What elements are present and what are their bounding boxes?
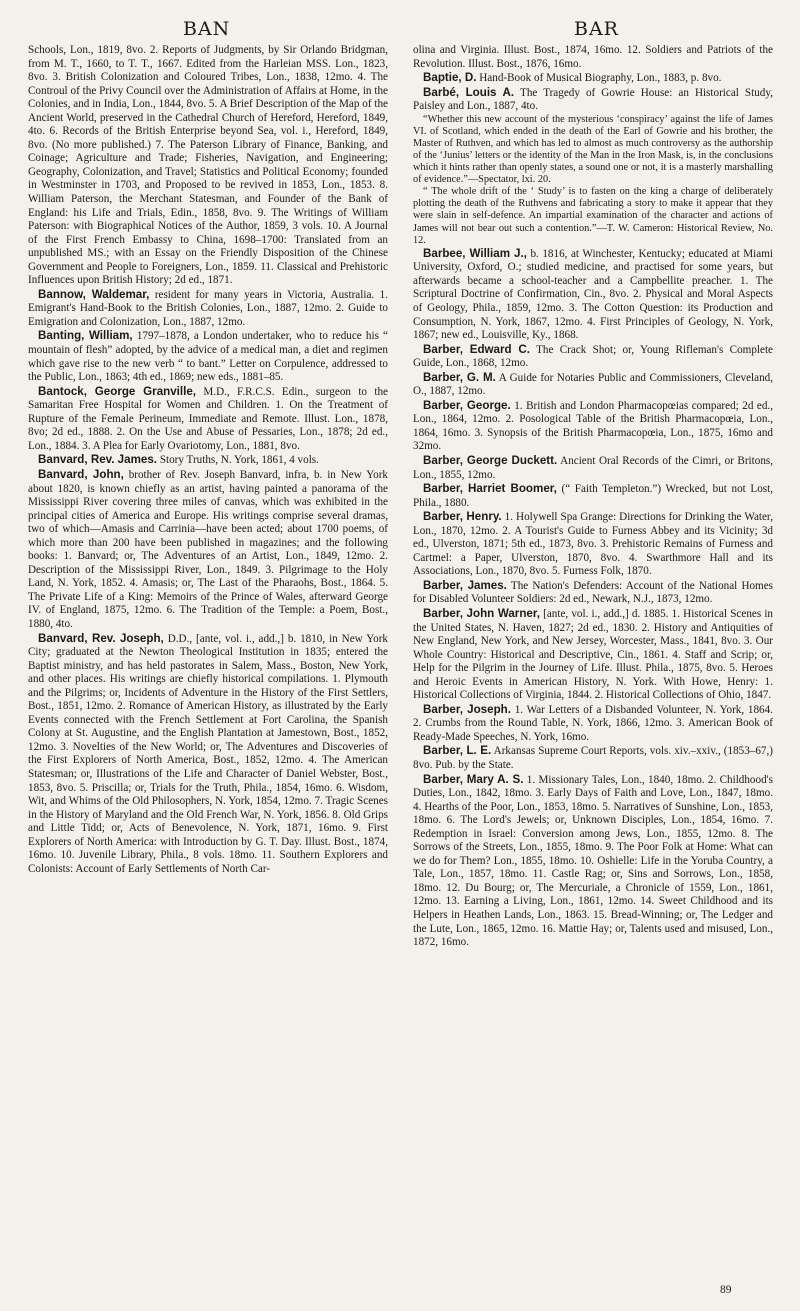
entry-headword: Barber, James.	[423, 578, 507, 592]
entry-headword: Barber, Harriet Boomer,	[423, 482, 557, 496]
review-quote	[413, 186, 773, 246]
dictionary-entry	[28, 453, 388, 468]
page-number: 89	[720, 1284, 732, 1296]
dictionary-entry	[28, 329, 388, 384]
entry-headword: Banvard, Rev. James.	[38, 453, 158, 467]
entry-headword: Bantock, George Granville,	[38, 384, 196, 398]
dictionary-entry	[28, 288, 388, 330]
dictionary-entry	[28, 632, 388, 877]
entry-text: [ante, vol. i., add.,] d. 1885. 1. Historical Scenes in the United States, N. Haven, 1827; 2d ed., 1830. 2. History and Antiquities of New England, New York, and New Jersey, Worcester, Mass., 1841, 8vo. 3. Our Whole Country: Historical and Descriptive, Cin., 1861. 4. Staff and Scrip; or, Help for the Pilgrim in the Journey of Life. Illust. Phila., 1875, 8vo. 5. Heroes and Heroic Events in American History, N. York. With Howe, Henry: 1. Historical Collections of Virginia, 1844. 2. Historical Collections of Ohio, 1847.	[413, 607, 774, 702]
dictionary-entry	[413, 71, 773, 86]
entry-text: A Guide for Notaries Public and Commissioners, Cleveland, O., 1887, 12mo.	[413, 371, 773, 398]
dictionary-entry	[413, 371, 773, 399]
entry-headword: Banting, William,	[38, 329, 133, 343]
entry-headword: Barber, Mary A. S.	[423, 772, 524, 786]
dictionary-entry	[413, 579, 773, 607]
entry-headword: Bannow, Waldemar,	[38, 287, 150, 301]
entry-text: 1. Missionary Tales, Lon., 1840, 18mo. 2. Childhood's Duties, Lon., 1842, 18mo. 3. Early Days of Faith and Love, Lon., 1847, 18mo. 4. Hearths of the Poor, Lon., 1853, 18mo. 5. Narratives of Sunshine, Lon., 1853, 18mo. 6. The Lord's Jewels; or, Unknown Disciples, Lon., 1854, 16mo. 7. Redemption in Israel: Conversion among Jews, Lon., 1855, 12mo. 8. The Sorrows of the Streets, Lon., 1855, 18mo. 9. The Poor Folk at Home: What can we do for Them? Lon., 1855, 18mo. 10. Oshielle: Life in the Yoruba Country, a Tale, Lon., 1857, 18mo. 11. Castle Rag; or, Sins and Sorrows, Lon., 1858, 18mo. 12. Du Bourg; or, The Mercuriale, a Chronicle of 1559, Lon., 1861, 12mo. 13. Earning a Living, Lon., 1861, 12mo. 14. Sweet Childhood and its Helpers in Heathen Lands, Lon., 1863. 15. Bread-Winning; or, The Ledger and the Lute, Lon., 1865, 12mo. 16. Mattie Hay; or, Talents used and misused, Lon., 1872, 16mo.	[413, 773, 773, 949]
right-column	[413, 44, 773, 950]
entry-headword: Barber, Joseph.	[423, 702, 511, 716]
entry-text: Story Truths, N. York, 1861, 4 vols.	[159, 454, 319, 467]
entry-headword: Barber, Edward C.	[423, 342, 530, 356]
dictionary-entry	[413, 607, 773, 703]
entry-text: resident for many years in Victoria, Australia. 1. Emigrant's Hand-Book to the British Colonies, Lon., 1887, 12mo. 2. Guide to Emigration and Colonization, Lon., 1887, 12mo.	[28, 288, 388, 328]
entry-headword: Barber, John Warner,	[423, 606, 540, 620]
entry-text: The Nation's Defenders: Account of the National Homes for Disabled Volunteer Soldiers: 2d ed., Newark, N.J., 1873, 12mo.	[413, 579, 774, 606]
entry-headword: Barber, G. M.	[423, 370, 496, 384]
entry-text: 1797–1878, a London undertaker, who to reduce his “ mountain of flesh” adopted, by the advice of a medical man, a diet and regimen which gave rise to the new verb “ to bant.” Letter on Corpulence, addressed to the Public, Lon., 1863; 4th ed., 1869; new eds., 1881–85.	[28, 330, 388, 384]
entry-text: M.D., F.R.C.S. Edin., surgeon to the Samaritan Free Hospital for Women and Children. 1. On the Treatment of Rupture of the Female Perineum, Immediate and Remote. Illust. Lon., 1878, 8vo; 2d ed., 1888. 2. On the Use and Abuse of Pessaries, Lon., 1878; 2d ed., Lon., 1884. 3. A Plea for Early Ovariotomy, Lon., 1881, 8vo.	[28, 385, 388, 452]
entry-headword: Barber, Henry.	[423, 510, 502, 524]
entry-headword: Banvard, Rev. Joseph,	[38, 631, 164, 645]
entry-text: 1. British and London Pharmacopœias compared; 2d ed., Lon., 1864, 12mo. 2. Posological Table of the British Pharmacopœia, Lon., 1864, 16mo. 3. Synopsis of the British Pharmacopœia, Lon., 1875, 16mo and 32mo.	[413, 399, 773, 453]
entry-continuation	[28, 44, 388, 288]
entry-text: “ The whole drift of the ‘ Study’ is to fasten on the king a charge of deliberately plotting the death of the Ruthvens and fabricating a story to make it appear that they were slain in self-defence. An impartial examination of the character and actions of James will not bear out such a contention.”—T. W. Cameron: Historical Review, No. 12.	[413, 186, 773, 246]
dictionary-entry	[28, 385, 388, 454]
entry-text: Hand-Book of Musical Biography, Lon., 1883, p. 8vo.	[479, 72, 722, 85]
entry-text: 1. War Letters of a Disbanded Volunteer, N. York, 1864. 2. Crumbs from the Round Table, N. York, 1866, 12mo. 3. American Book of Ready-Made Speeches, N. York, 16mo.	[413, 703, 773, 743]
entry-text: olina and Virginia. Illust. Bost., 1874, 16mo. 12. Soldiers and Patriots of the Revolution. Illust. Bost., 1876, 16mo.	[413, 44, 773, 70]
entry-headword: Barbé, Louis A.	[423, 85, 515, 99]
dictionary-entry	[413, 773, 773, 950]
entry-headword: Barber, L. E.	[423, 744, 492, 758]
dictionary-entry	[413, 703, 773, 745]
entry-headword: Barber, George.	[423, 398, 511, 412]
entry-headword: Barber, George Duckett.	[423, 453, 558, 467]
entry-text: 1. Holywell Spa Grange: Directions for Drinking the Water, Lon., 1870, 12mo. 2. A Tourist's Guide to Furness Abbey and its Vicinity; 3d ed., Ulverston, 1871; 5th ed., 1873, 8vo. 3. Prehistoric Remains of Furness and Cartmel: a Paper, Ulverston, 1870, 8vo. 4. Swarthmore Hall and its Associations, Lon., 1870, 8vo. 5. Furness Folk, 1870.	[413, 511, 773, 578]
entry-text: b. 1816, at Winchester, Kentucky; educated at Miami University, Oxford, O.; studied medicine, and practised for some years, but afterwards became a school-teacher and a Campbellite preacher. 1. The Scriptural Doctrine of Confirmation, Cin., 8vo. 2. Physical and Moral Aspects of Geology, Phila., 1859, 12mo. 3. The Cotton Question: its Production and Consumption, N. York, 1867, 12mo. 4. First Principles of Geology, N. York, 1867; new ed., Louisville, Ky., 1868.	[413, 247, 773, 342]
review-quote	[413, 114, 773, 187]
dictionary-entry	[413, 399, 773, 454]
dictionary-entry	[413, 744, 773, 772]
entry-text: (“ Faith Templeton.”) Wrecked, but not Lost, Phila., 1880.	[413, 483, 773, 509]
entry-continuation	[413, 44, 773, 71]
entry-headword: Barbee, William J.,	[423, 246, 527, 260]
entry-text: The Crack Shot; or, Young Rifleman's Complete Guide, Lon., 1868, 12mo.	[413, 343, 773, 370]
dictionary-entry	[413, 454, 773, 482]
entry-text: Ancient Oral Records of the Cimri, or Britons, Lon., 1855, 12mo.	[413, 454, 774, 481]
left-column	[28, 44, 388, 876]
running-header-left: BAN	[183, 18, 231, 40]
dictionary-entry	[413, 86, 773, 114]
dictionary-entry	[413, 247, 773, 343]
entry-text: Arkansas Supreme Court Reports, vols. xiv.–xxiv., (1853–67,) 8vo. Pub. by the State.	[413, 745, 773, 771]
entry-headword: Baptie, D.	[423, 71, 477, 85]
entry-text: Schools, Lon., 1819, 8vo. 2. Reports of Judgments, by Sir Orlando Bridgman, from M. T., 1660, to T. T., 1667. Edited from the Harleian MSS. Lon., 1823, 8vo. 3. British Colonization and Coloured Tribes, Lon., 1838, 12mo. 4. The Controul of the Privy Council over the Administration of Affairs at Home, in the Colonies, and in India, Lon., 1844, 8vo. 5. A Brief Description of the Map of the Ancient World, preserved in the Cathedral Church of Hereford, Hereford, 1849, 4to. 6. Records of the British Enterprise beyond Sea, vol. i., Hereford, 1849, 8vo. (No more published.) 7. The Paterson Library of Finance, Banking, and Coinage; Agriculture and Trade; Fisheries, Navigation, and Engineering; Geography, Colonization, and Travel; Statistics and Political Economy; founded in Westminster in 1703, and Proposed to be revived in 1853, Lon., 1853. 8. William Paterson, the Merchant Statesman, and Founder of the Bank of England: his Life and Trials, Edin., 1858, 8vo. 9. The Writings of William Paterson: with Biographical Notices of the Author, 1859, 3 vols. 10. A Journal of the First French Embassy to China, 1698–1700: Translated from an unpublished MS.; with an Essay on the Friendly Disposition of the Chinese Government and People to Foreigners, Lon., 1859. 11. Classical and Prehistoric Influences upon British History; 2d ed., 1871.	[28, 44, 388, 287]
running-header-right: BAR	[574, 18, 619, 40]
dictionary-entry	[28, 468, 388, 632]
entry-text: D.D., [ante, vol. i., add.,] b. 1810, in New York City; graduated at the Newton Theological Institution in 1835; entered the Baptist ministry, and has held pastorates in Salem, Mass., Boston, New York, and other places. His writings are chiefly historical compilations. 1. Plymouth and the Pilgrims; or, Incidents of Adventure in the History of the First Settlers, Bost., 1851, 12mo. 2. Romance of American History, as illustrated by the Early Events connected with the French Settlement at Fort Carolina, the Spanish Colony at St. Augustine, and the English Plantation at Jamestown, Bost., 1852, 12mo. 3. Novelties of the New World; or, The Adventures and Discoveries of the First Explorers of North America, Bost., 1852, 12mo. 4. The American Statesman; or, Illustrations of the Life and Character of Daniel Webster, Bost., 1853, 8vo. 5. Priscilla; or, Trials for the Truth, Phila., 1854, 16mo. 6. Wisdom, Wit, and Whims of the Old Philosophers, N. York, 1854, 12mo. 7. Tragic Scenes in the History of Maryland and the Old French War, N. York, 1856. 8. Old Grips and Little Tidd; or, Acts of Benevolence, N. York, 1871, 16mo. 9. First Explorers of North America: with Introduction by G. T. Day. Illust. Bost., 1874, 16mo. 10. Juvenile Library, Phila., 8 vols. 18mo. 11. Southern Explorers and Colonists: Account of Early Settlements of North Car-	[28, 632, 388, 875]
entry-text: “Whether this new account of the mysterious ‘conspiracy’ against the life of James VI. of Scotland, which ended in the death of the Earl of Gowrie and his brother, the Master of Ruthven, and which has led to almost as much controversy as the authorship of the ‘Junius’ letters or the identity of the Man in the Iron Mask, is, in the conclusions which it hints rather than openly states, a sound one or not, it is a masterly marshalling of evidence.”—Spectator, lxi. 20.	[413, 113, 773, 186]
entry-text: The Tragedy of Gowrie House: an Historical Study, Paisley and Lon., 1887, 4to.	[413, 86, 773, 113]
entry-headword: Banvard, John,	[38, 467, 124, 481]
entry-text: brother of Rev. Joseph Banvard, infra, b. in New York about 1820, is known chiefly as an artist, having painted a panorama of the Mississippi River covering three miles of canvas, which was exhibited in the principal cities of America and Europe. His writings comprise several dramas, two of which—Amasis and Carrinia—have been acted; about 1700 poems, of which more than 200 have been published in magazines; and the following books: 1. Banvard; or, The Adventures of an Artist, Lon., 1849, 12mo. 2. Description of the Mississippi River, Lon., 1849. 3. Pilgrimage to the Holy Land, N. York, 1852. 4. Amasis; or, The Last of the Pharaohs, Bost., 1864. 5. The Private Life of a King: Memoirs of the Prince of Wales, afterward George IV. of England, 1875, 12mo. 6. The Tradition of the Temple: a Poem, Bost., 1880, 4to.	[28, 468, 388, 630]
dictionary-entry	[413, 510, 773, 579]
dictionary-entry	[413, 343, 773, 371]
dictionary-entry	[413, 482, 773, 510]
